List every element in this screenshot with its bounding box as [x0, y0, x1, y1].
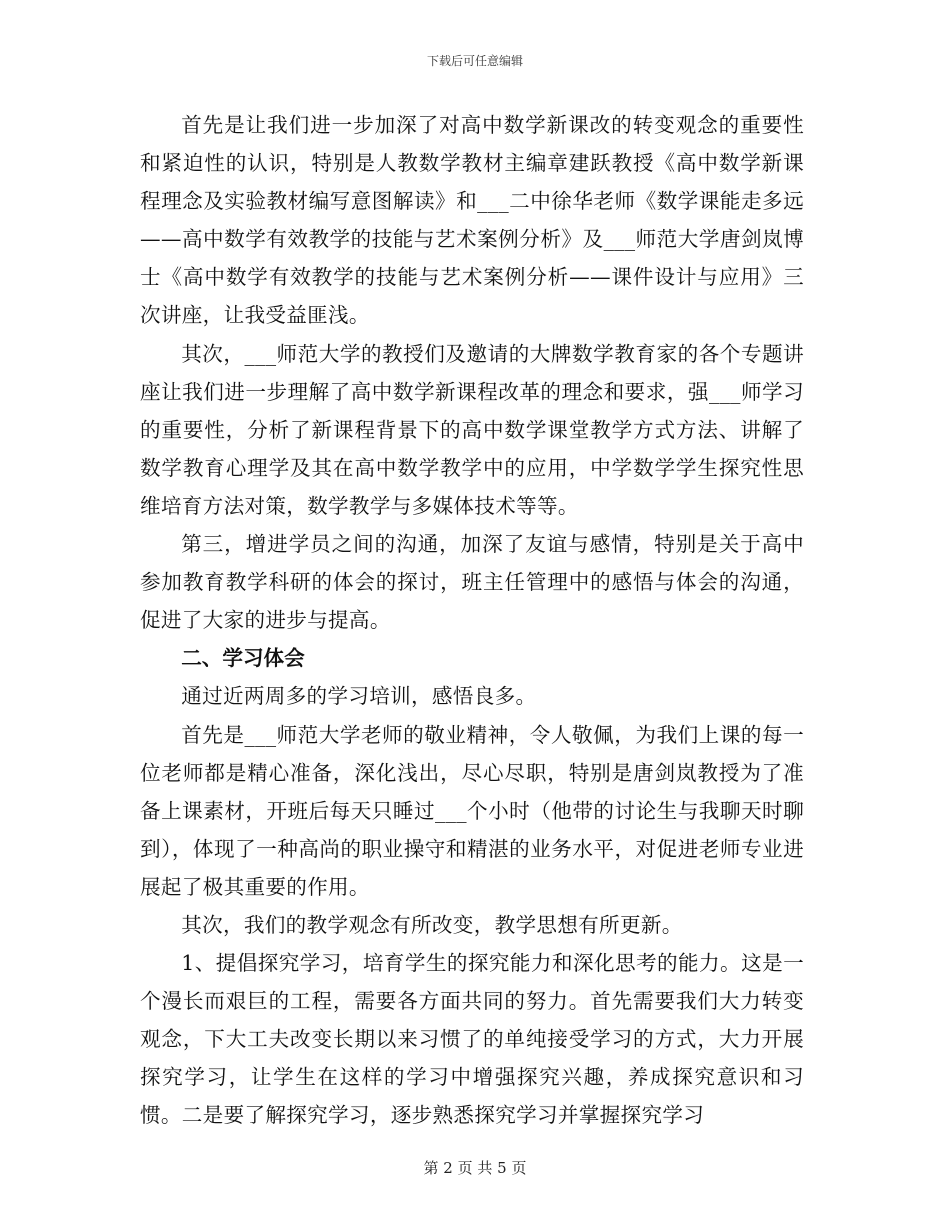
paragraph: 首先是让我们进一步加深了对高中数学新课改的转变观念的重要性和紧迫性的认识，特别是人教数学教材主编章建跃教授《高中数学新课程理念及实验教材编写意图解读》和___二中徐华老师《数学课能走多远——高中数学有效教学的技能与艺术案例分析》及___师范大学唐剑岚博士《高中数学有效教学的技能与艺术案例分析——课件设计与应用》三次讲座，让我受益匪浅。	[140, 113, 804, 328]
paragraph: 第三，增进学员之间的沟通，加深了友谊与感情，特别是关于高中参加教育教学科研的体会的探讨，班主任管理中的感悟与体会的沟通，促进了大家的进步与提高。	[140, 532, 804, 633]
section-heading: 二、学习体会	[181, 646, 305, 671]
paragraph: 其次，我们的教学观念有所改变，教学思想有所更新。	[181, 912, 683, 937]
paragraph: 首先是___师范大学老师的敬业精神，令人敬佩，为我们上课的每一位老师都是精心准备，深化浅出，尽心尽职，特别是唐剑岚教授为了准备上课素材，开班后每天只睡过___个小时（他带的讨论生与我聊天时聊到），体现了一种高尚的职业操守和精湛的业务水平，对促进老师专业进展起了极其重要的作用。	[140, 722, 804, 899]
page-number: 第 2 页 共 5 页	[423, 1159, 527, 1177]
paragraph: 1、提倡探究学习，培育学生的探究能力和深化思考的能力。这是一个漫长而艰巨的工程，需要各方面共同的努力。首先需要我们大力转变观念，下大工夫改变长期以来习惯了的单纯接受学习的方式，大力开展探究学习，让学生在这样的学习中增强探究兴趣，养成探究意识和习惯。二是要了解探究学习，逐步熟悉探究学习并掌握探究学习	[140, 951, 804, 1128]
paragraph: 通过近两周多的学习培训，感悟良多。	[181, 684, 537, 709]
document-body	[140, 106, 804, 1135]
paragraph: 其次，___师范大学的教授们及邀请的大牌数学教育家的各个专题讲座让我们进一步理解了高中数学新课程改革的理念和要求，强___师学习的重要性，分析了新课程背景下的高中数学课堂教学方式方法、讲解了数学教育心理学及其在高中数学教学中的应用，中学数学学生探究性思维培育方法对策，数学教学与多媒体技术等等。	[140, 341, 804, 518]
page-header: 下载后可任意编辑	[426, 54, 523, 68]
